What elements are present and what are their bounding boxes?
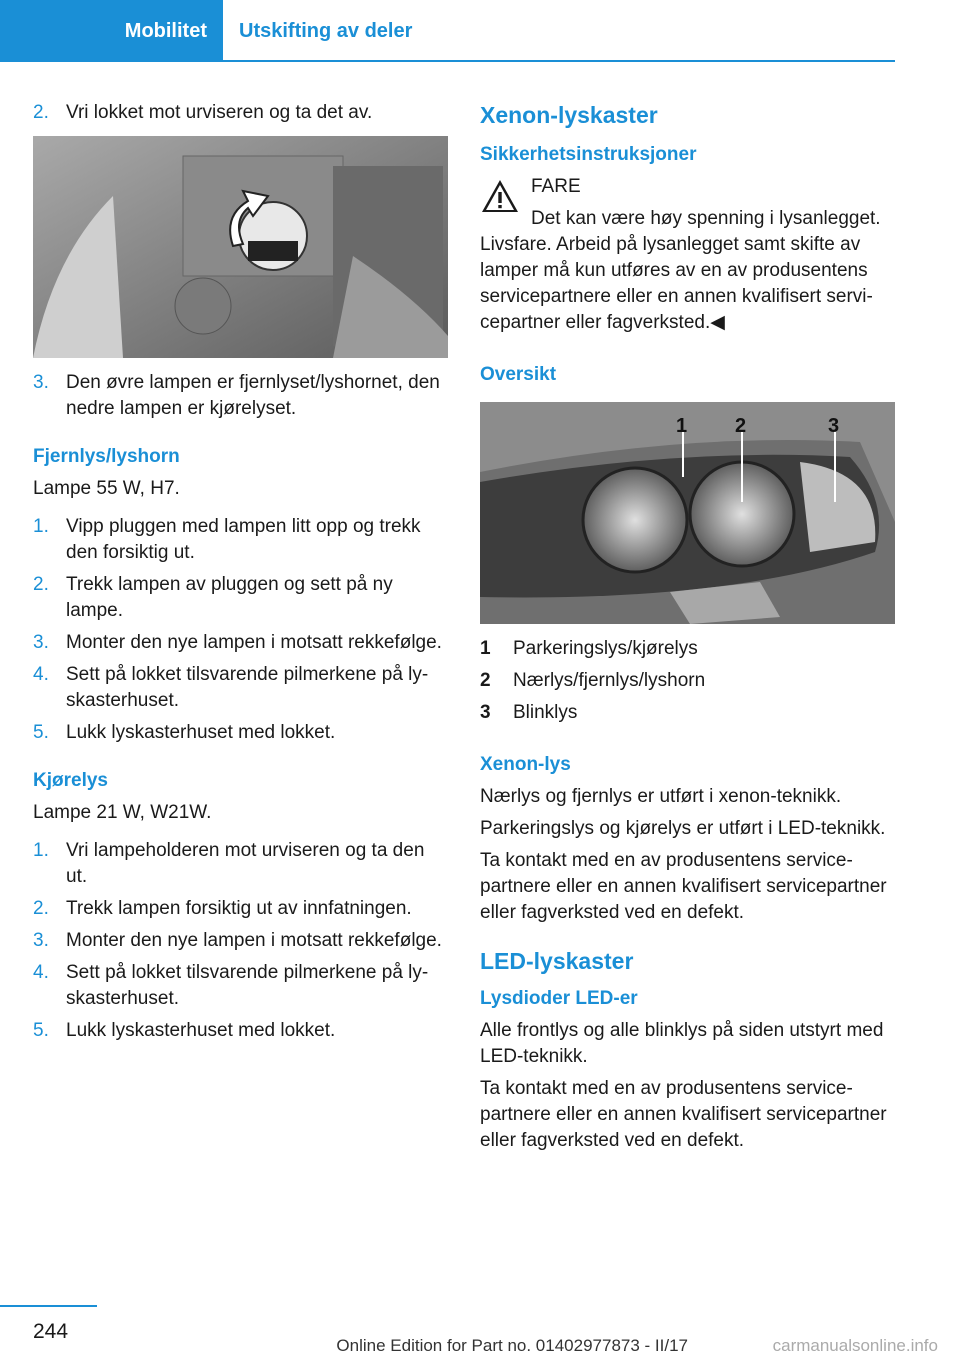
xenon-light-heading: Xenon-lys (480, 754, 571, 775)
led-headlight-title: LED-lyskaster (480, 948, 634, 974)
list-item (33, 1018, 448, 1044)
xenon-paragraph-2: Parkeringslys og kjørelys er utført i LED-teknikk. (480, 818, 886, 839)
warning-text-rest: Livsfare. Arbeid på lysanlegget samt skifte av lamper må kun utføres av en av produsentens servicepartnere eller en annen kvalifisert servicepartner eller fagverksted.◀ (480, 234, 873, 333)
warning-text-first: Det kan være høy spenning i lysanlegget. (531, 208, 881, 229)
list-item (33, 100, 448, 126)
xenon-paragraph-3: Ta kontakt med en av produsentens servicepartnere eller en annen kvalifisert servicepartner eller fagverksted ved en defekt. (480, 850, 887, 923)
engine-cap-illustration (33, 136, 448, 358)
legend-text: Blinklys (513, 702, 578, 723)
footer-rule (0, 1305, 97, 1307)
daytime-light-steps (33, 838, 448, 1044)
step-text: Sett på lokket tilsvarende pilmerkene på lyskasterhuset. (66, 962, 429, 1009)
step-text: Lukk lyskasterhuset med lokket. (66, 722, 336, 743)
step-number: 3. (33, 930, 49, 951)
step-text: Vri lampeholderen mot urviseren og ta den ut. (66, 840, 425, 887)
legend-text: Nærlys/fjernlys/lyshorn (513, 670, 706, 691)
warning-triangle-icon (480, 178, 520, 214)
list-item (33, 630, 448, 656)
figure-label-3: 3 (828, 415, 840, 437)
step-number: 2. (33, 102, 49, 123)
list-item (33, 960, 448, 1012)
step-number: 5. (33, 722, 49, 743)
step-number: 4. (33, 664, 49, 685)
step-number: 5. (33, 1020, 49, 1041)
list-item (33, 370, 448, 422)
xenon-paragraph-1: Nærlys og fjernlys er utført i xenon-teknikk. (480, 786, 842, 807)
list-item (33, 896, 448, 922)
safety-heading: Sikkerhetsinstruksjoner (480, 144, 697, 165)
list-item (33, 928, 448, 954)
step-text: Sett på lokket tilsvarende pilmerkene på lyskasterhuset. (66, 664, 429, 711)
legend-key: 3 (480, 702, 491, 723)
high-beam-heading: Fjernlys/lyshorn (33, 446, 180, 467)
daytime-light-heading: Kjørelys (33, 770, 108, 791)
legend-key: 1 (480, 638, 491, 659)
step-text: Den øvre lampen er fjernlyset/lyshornet, den nedre lampen er kjørelyset. (66, 372, 440, 419)
header-rule (223, 60, 895, 62)
steps-list-cont (33, 370, 448, 422)
engine-cap-photo (33, 136, 448, 358)
step-number: 3. (33, 372, 49, 393)
headlight-photo (480, 402, 895, 624)
xenon-headlight-title: Xenon-lyskaster (480, 102, 658, 128)
watermark: carmanualsonline.info (772, 1336, 938, 1355)
step-text: Monter den nye lampen i motsatt rekkefølge. (66, 632, 442, 653)
danger-warning (480, 174, 895, 232)
led-paragraph-1: Alle frontlys og alle blinklys på siden utstyrt med LED-teknikk. (480, 1020, 884, 1067)
daytime-light-lamp: Lampe 21 W, W21W. (33, 802, 212, 823)
step-number: 1. (33, 516, 49, 537)
figure-legend (480, 636, 895, 726)
warning-label: FARE (531, 176, 581, 197)
list-item (33, 662, 448, 714)
figure-label-2: 2 (735, 415, 747, 437)
left-column (33, 100, 448, 1050)
step-text: Lukk lyskasterhuset med lokket. (66, 1020, 336, 1041)
step-text: Trekk lampen av pluggen og sett på ny lampe. (66, 574, 393, 621)
step-text: Vri lokket mot urviseren og ta det av. (66, 102, 373, 123)
list-item (33, 572, 448, 624)
high-beam-lamp: Lampe 55 W, H7. (33, 478, 180, 499)
legend-text: Parkeringslys/kjørelys (513, 638, 698, 659)
section-title: Utskifting av deler (239, 19, 413, 42)
list-item (33, 838, 448, 890)
page-number: 244 (33, 1320, 69, 1343)
overview-heading: Oversikt (480, 364, 557, 385)
step-number: 3. (33, 632, 49, 653)
step-text: Vipp pluggen med lampen litt opp og trekk den forsiktig ut. (66, 516, 421, 563)
headlight-illustration (480, 402, 895, 624)
legend-key: 2 (480, 670, 491, 691)
step-text: Monter den nye lampen i motsatt rekkefølge. (66, 930, 442, 951)
chapter-tab-label: Mobilitet (124, 19, 207, 42)
right-column (480, 100, 895, 1154)
list-item (33, 720, 448, 746)
step-number: 2. (33, 898, 49, 919)
led-paragraph-2: Ta kontakt med en av produsentens servicepartnere eller en annen kvalifisert servicepartner eller fagverksted ved en defekt. (480, 1078, 887, 1151)
chapter-tab (0, 0, 223, 62)
edition-note: Online Edition for Part no. 01402977873 - II/17 (336, 1336, 688, 1355)
steps-list-top (33, 100, 448, 126)
led-heading: Lysdioder LED-er (480, 988, 638, 1009)
list-item (33, 514, 448, 566)
step-number: 1. (33, 840, 49, 861)
step-number: 4. (33, 962, 49, 983)
step-number: 2. (33, 574, 49, 595)
figure-label-1: 1 (676, 415, 688, 437)
high-beam-steps (33, 514, 448, 746)
step-text: Trekk lampen forsiktig ut av innfatningen. (66, 898, 412, 919)
